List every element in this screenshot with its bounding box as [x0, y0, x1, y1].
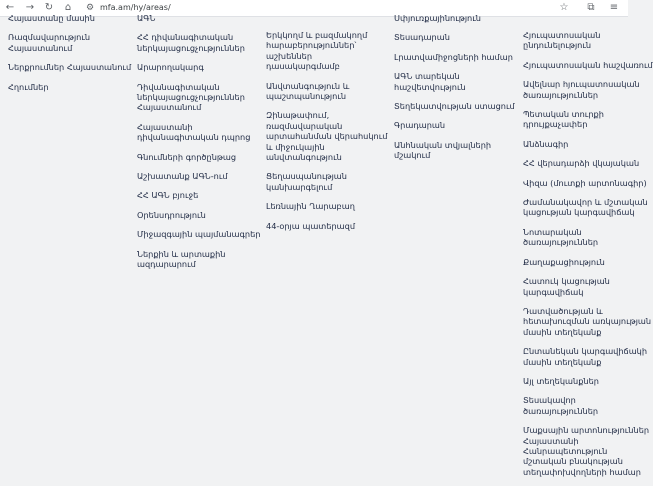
nav-link-col4-10[interactable]: Հատուկ կացության կարգավիճակ	[523, 276, 610, 297]
nav-link-col2-4[interactable]: Լեռնային Ղարաբաղ	[266, 201, 355, 212]
nav-link-col4-8[interactable]: Նոտարական ծառայություններ	[523, 226, 599, 248]
url-text[interactable]: mfa.am/hy/areas/	[100, 3, 171, 12]
nav-link-col4-7[interactable]: Ժամանակավոր և մշտական կացության կարգավիճակ	[523, 197, 648, 218]
nav-link-col1-2[interactable]: Արարողակարգ	[137, 62, 204, 73]
nav-link-col3-6[interactable]: Անհնական տվյալների մշակում	[394, 139, 492, 161]
column-foreign-policy	[266, 17, 391, 480]
column-about	[8, 13, 132, 480]
nav-link-col4-1[interactable]: Հյուպատոսական հաշվառում	[523, 59, 653, 70]
nav-link-col1-4[interactable]: Հայաստանի դիվանագիտական դպրոց	[137, 121, 251, 143]
nav-link-col3-4[interactable]: Տեղեկատվության ստացում	[394, 101, 515, 112]
extensions-icon[interactable]: ⧉	[587, 2, 595, 13]
nav-link-col2-1[interactable]: Անվտանգություն և պաշտպանություն	[266, 80, 350, 102]
menu-icon[interactable]: ≡	[609, 2, 619, 13]
nav-link-col4-13[interactable]: Այլ տեղեկանքներ	[523, 375, 599, 386]
nav-link-col2-5[interactable]: 44-օրյա պատերազմ	[266, 220, 356, 231]
nav-link-col4-6[interactable]: Վիզա (մուտքի արտոնագիր)	[523, 177, 647, 188]
nav-link-col1-3[interactable]: Դիվանագիտական ներկայացուցչություններ Հայաստանում	[137, 81, 245, 113]
nav-link-col2-3[interactable]: Ցեղասպանության կանխարգելում	[266, 171, 347, 192]
nav-link-col1-6[interactable]: Աշխատանք ԱԳՆ-ում	[137, 171, 228, 182]
nav-link-col4-14[interactable]: Տեսակավոր ծառայություններ	[523, 395, 599, 416]
nav-link-col4-0[interactable]: Հյուպատոսական ընդունելություն	[523, 30, 601, 51]
nav-link-col4-15[interactable]: Մաքսային արտոնություններ Հայաստանի Հանրապետություն մշտական բնակության տեղափոխվողների համար	[523, 425, 650, 477]
nav-link-col1-9[interactable]: Միջազգային պայմանագրեր	[137, 229, 261, 240]
nav-link-col2-2[interactable]: Զինաթափում, ռազմավարական արտահանման վերահսկում և միջուկային անվտանգություն	[266, 110, 388, 163]
nav-link-col4-3[interactable]: Պետական տուրքի դրույքաչափեր	[523, 109, 604, 130]
nav-link-col4-5[interactable]: ՀՀ վերադարձի վկայական	[523, 158, 640, 169]
nav-link-col0-3[interactable]: Հղումներ	[8, 81, 49, 92]
nav-link-col1-1[interactable]: ՀՀ դիվանագիտական ներկայացուցչություններ	[137, 32, 245, 53]
bookmark-star-icon[interactable]: ☆	[559, 2, 569, 13]
nav-link-col1-0[interactable]: ԱԳՆ	[137, 13, 156, 23]
nav-link-col0-1[interactable]: Ռազմավարություն Հայաստանում	[8, 32, 91, 53]
reload-icon[interactable]: ↻	[44, 2, 54, 13]
nav-link-col3-1[interactable]: Տեսադարան	[394, 32, 450, 43]
nav-link-col1-7[interactable]: ՀՀ ԱԳՆ բյուջե	[137, 190, 199, 201]
nav-link-col3-0[interactable]: Սփյուռքայինություն	[394, 13, 481, 23]
home-icon[interactable]: ⌂	[64, 2, 72, 13]
nav-link-col1-5[interactable]: Գնումների գործընթաց	[137, 151, 237, 162]
nav-link-col3-3[interactable]: ԱԳՆ տարեկան հաշվետվություն	[394, 71, 466, 92]
nav-link-col3-2[interactable]: Լրատվամիջոցների համար	[394, 51, 513, 62]
nav-link-col4-9[interactable]: Քաղաքացիություն	[523, 256, 605, 267]
nav-link-col4-12[interactable]: Ընտանեկան կարգավիճակի մասին տեղեկանք	[523, 346, 648, 367]
back-arrow-icon[interactable]: ←	[5, 2, 15, 13]
column-consular	[523, 17, 653, 480]
nav-link-col4-11[interactable]: Դատվածության և հետախուզման առկայության մասին տեղեկանք	[523, 305, 652, 337]
nav-link-col1-10[interactable]: Ներքին և արտաքին ազդարարում	[137, 248, 226, 270]
nav-link-col4-2[interactable]: Ավելնար հյուպատոսական ծառայություններ	[523, 79, 640, 100]
nav-link-col4-4[interactable]: Անձնագիր	[523, 138, 569, 149]
nav-link-col0-0[interactable]: Հայաստանը մասին	[8, 13, 95, 23]
nav-link-col3-5[interactable]: Գրադարան	[394, 120, 446, 131]
nav-link-col0-2[interactable]: Ներքրումներ Հայաստանում	[8, 62, 132, 73]
column-ministry	[137, 13, 263, 480]
column-media	[394, 13, 518, 480]
nav-link-col2-0[interactable]: Երկկողմ և բազմակողմ հարաբերություններ՝ աշխեններ դասակարգմամբ	[266, 30, 368, 72]
site-info-icon[interactable]: ⚙	[86, 3, 95, 13]
forward-arrow-icon[interactable]: →	[25, 2, 35, 13]
nav-link-col1-8[interactable]: Օրենսդրություն	[137, 209, 206, 220]
